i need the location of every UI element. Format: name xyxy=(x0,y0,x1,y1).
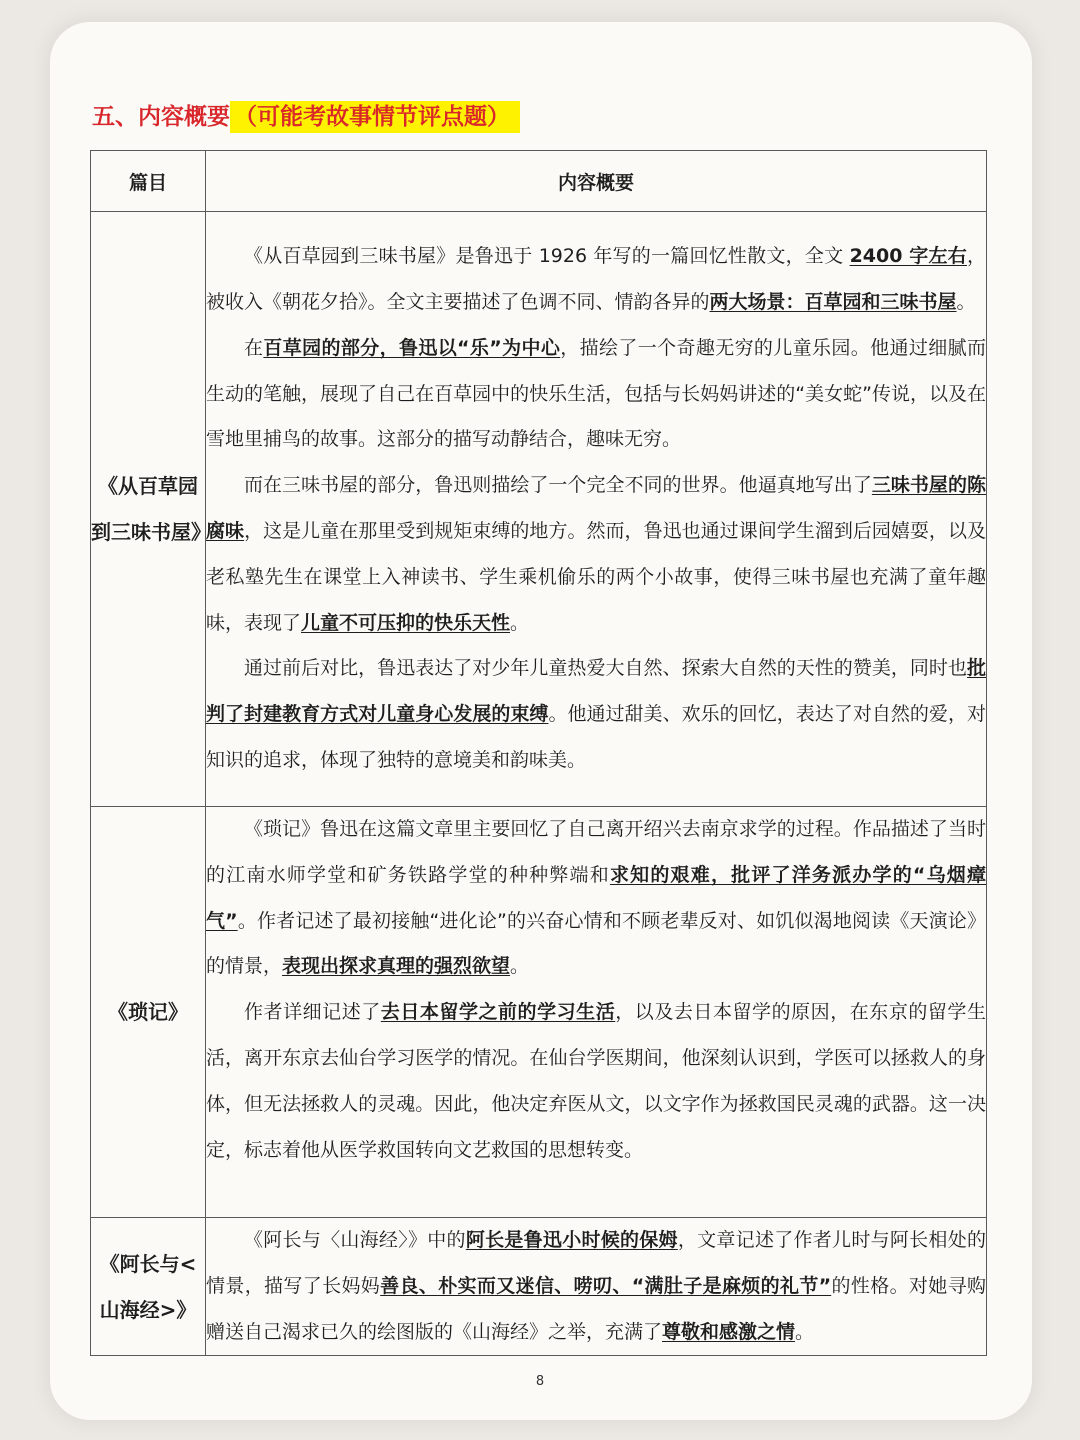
table-header-row xyxy=(91,151,987,212)
header-summary-column: 内容概要 xyxy=(206,151,987,212)
text-run: 的性格。对她寻购赠送自己渴求已久的绘图版的《山海经》之举，充满了 xyxy=(206,1274,986,1343)
text-run: 通过前后对比，鲁迅表达了对少年儿童热爱大自然、探索大自然的天性的赞美，同时也 xyxy=(244,657,967,680)
summary-paragraph xyxy=(206,646,986,783)
text-run: ，以及去日本留学的原因，在东京的留学生活，离开东京去仙台学习医学的情况。在仙台学医期间，他深刻认识到，学医可以拯救人的身体，但无法拯救人的灵魂。因此，他决定弃医从文，以文字作为拯救国民灵魂的武器。这一决定，标志着他从医学救国转向文艺救国的思想转变。 xyxy=(206,1001,986,1161)
summary-paragraph xyxy=(206,463,986,646)
summary-paragraph xyxy=(206,807,986,990)
text-run: 在 xyxy=(244,336,264,359)
section-title: 五、内容概要 xyxy=(92,104,230,130)
table-row xyxy=(91,807,987,1218)
text-run: ，描绘了一个奇趣无穷的儿童乐园。他通过细腻而生动的笔触，展现了自己在百草园中的快乐生活，包括与长妈妈讲述的“美女蛇”传说，以及在雪地里捕鸟的故事。这部分的描写动静结合，趣味无穷。 xyxy=(206,336,986,451)
row-title: 《阿长与<山海经>》 xyxy=(91,1218,206,1356)
text-run: 而在三味书屋的部分，鲁迅则描绘了一个完全不同的世界。他逼真地写出了 xyxy=(244,474,872,497)
key-phrase: 阿长是鲁迅小时候的保姆 xyxy=(465,1229,678,1251)
key-phrase: 求知的艰难，批评了洋务派办学的“乌烟瘴气” xyxy=(206,863,986,932)
text-run: 《阿长与〈山海经〉》中的 xyxy=(244,1229,466,1251)
key-phrase: 尊敬和感激之情 xyxy=(662,1320,796,1343)
text-run: 。他通过甜美、欢乐的回忆，表达了对自然的爱，对知识的追求，体现了独特的意境美和韵味美。 xyxy=(206,703,986,771)
text-run: ，文章记述了作者儿时与阿长相处的情景，描写了长妈妈 xyxy=(206,1229,986,1297)
row-title: 《从百草园到三味书屋》 xyxy=(91,212,206,807)
key-phrase: 善良、朴实而又迷信、唠叨、“满肚子是麻烦的礼节” xyxy=(380,1274,832,1297)
page-number: 8 xyxy=(535,1374,545,1389)
text-run: ，被收入《朝花夕拾》。全文主要描述了色调不同、情韵各异的 xyxy=(206,245,986,314)
row-summary xyxy=(206,212,987,807)
row-summary xyxy=(206,1218,987,1356)
key-phrase: 批判了封建教育方式对儿童身心发展的束缚 xyxy=(206,657,986,726)
text-run: 。作者记述了最初接触“进化论”的兴奋心情和不顾老辈反对、如饥似渴地阅读《天演论》的情景， xyxy=(206,909,986,978)
summary-paragraph xyxy=(206,1218,986,1355)
section-heading xyxy=(92,96,520,138)
key-phrase: 表现出探求真理的强烈欲望 xyxy=(282,955,511,978)
text-run: 《从百草园到三味书屋》是鲁迅于 1926 年写的一篇回忆性散文，全文 xyxy=(244,245,850,268)
content-summary-table xyxy=(90,150,987,1356)
row-summary xyxy=(206,807,987,1218)
key-phrase: 百草园的部分，鲁迅以“乐”为中心 xyxy=(263,336,561,359)
text-run: ，这是儿童在那里受到规矩束缚的地方。然而，鲁迅也通过课间学生溜到后园嬉耍，以及老私塾先生在课堂上入神读书、学生乘机偷乐的两个小故事，使得三味书屋也充满了童年趣味，表现了 xyxy=(206,520,986,634)
row-title: 《琐记》 xyxy=(91,807,206,1218)
text-run: 。 xyxy=(510,611,530,634)
key-phrase: 两大场景：百草园和三味书屋 xyxy=(709,291,957,314)
text-run: 。 xyxy=(510,955,530,978)
text-run: 。 xyxy=(795,1320,815,1343)
table-row xyxy=(91,1218,987,1356)
text-run: 《琐记》鲁迅在这篇文章里主要回忆了自己离开绍兴去南京求学的过程。作品描述了当时的江南水师学堂和矿务铁路学堂的种种弊端和 xyxy=(206,818,986,886)
summary-paragraph xyxy=(206,234,986,326)
header-title-column: 篇目 xyxy=(91,151,206,212)
key-phrase: 三味书屋的陈腐味 xyxy=(206,474,986,542)
section-subtitle-highlight: （可能考故事情节评点题） xyxy=(230,101,520,133)
key-phrase: 去日本留学之前的学习生活 xyxy=(380,1001,616,1024)
summary-paragraph xyxy=(206,326,986,463)
key-phrase: 儿童不可压抑的快乐天性 xyxy=(301,611,511,634)
text-run: 作者详细记述了 xyxy=(244,1001,381,1024)
table-row xyxy=(91,212,987,807)
key-phrase: 2400 字左右 xyxy=(849,245,967,268)
summary-paragraph xyxy=(206,990,986,1173)
text-run: 。 xyxy=(956,291,976,314)
